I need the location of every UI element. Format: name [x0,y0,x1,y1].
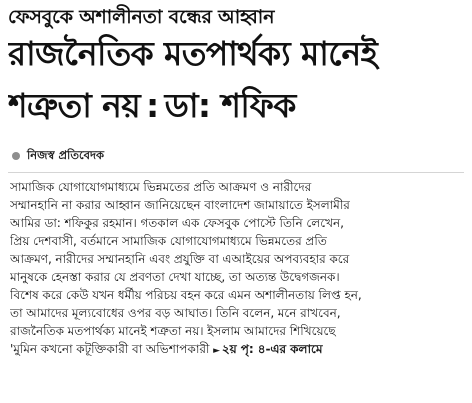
headline-author: ডা: শফিক [164,86,296,125]
body-line: আমির ডা: শফিকুর রহমান। গতকাল এক ফেসবুক পোস্টে তিনি লেখেন, [10,216,344,230]
headline-line-1: রাজনৈতিক মতপার্থক্য মানেই [8,34,378,73]
continuation-jump [213,342,322,356]
body-last-text: 'মুমিন কখনো কটূক্তিকারী বা অভিশাপকারী [10,342,210,356]
body-line: প্রিয় দেশবাসী, বর্তমানে সামাজিক যোগাযোগমাধ্যমে ভিন্নমতের প্রতি [10,234,327,248]
article-body [8,178,464,360]
continuation-text: ২য় পৃ: ৪-এর কলামে [221,342,323,356]
divider [8,172,464,173]
body-last-line [10,340,462,360]
body-line: মানুষকে হেনস্তা করার যে প্রবণতা দেখা যাচ্ছে, তা অত্যন্ত উদ্বেগজনক। [10,270,340,284]
byline-text: নিজস্ব প্রতিবেদক [27,147,105,162]
body-line: আক্রমণ, নারীদের সম্মানহানি এবং প্রযুক্তি বা এআইয়ের অপব্যবহার করে [10,252,350,266]
bullet-dot-icon [12,152,20,160]
body-line: বিশেষ করে কেউ যখন ধর্মীয় পরিচয় বহন করে এমন অশালীনতায় লিপ্ত হন, [10,288,362,302]
headline-separator: : [146,86,159,125]
triangle-right-icon: ► [213,346,220,356]
kicker-headline: ফেসবুকে অশালীনতা বন্ধের আহ্বান [8,6,275,28]
headline-main: শত্রুতা নয় [8,86,141,125]
body-line: রাজনৈতিক মতপার্থক্য মানেই শত্রুতা নয়। ইসলাম আমাদের শিখিয়েছে [10,324,336,338]
headline-line-2 [8,84,464,132]
body-line: তা আমাদের মূল্যবোধের ওপর বড় আঘাত। তিনি বলেন, মনে রাখবেন, [10,306,341,320]
body-line: সম্মানহানি না করার আহ্বান জানিয়েছেন বাংলাদেশ জামায়াতে ইসলামীর [10,198,350,212]
body-line: সামাজিক যোগাযোগমাধ্যমে ভিন্নমতের প্রতি আক্রমণ ও নারীদের [10,180,312,194]
byline [8,146,464,166]
